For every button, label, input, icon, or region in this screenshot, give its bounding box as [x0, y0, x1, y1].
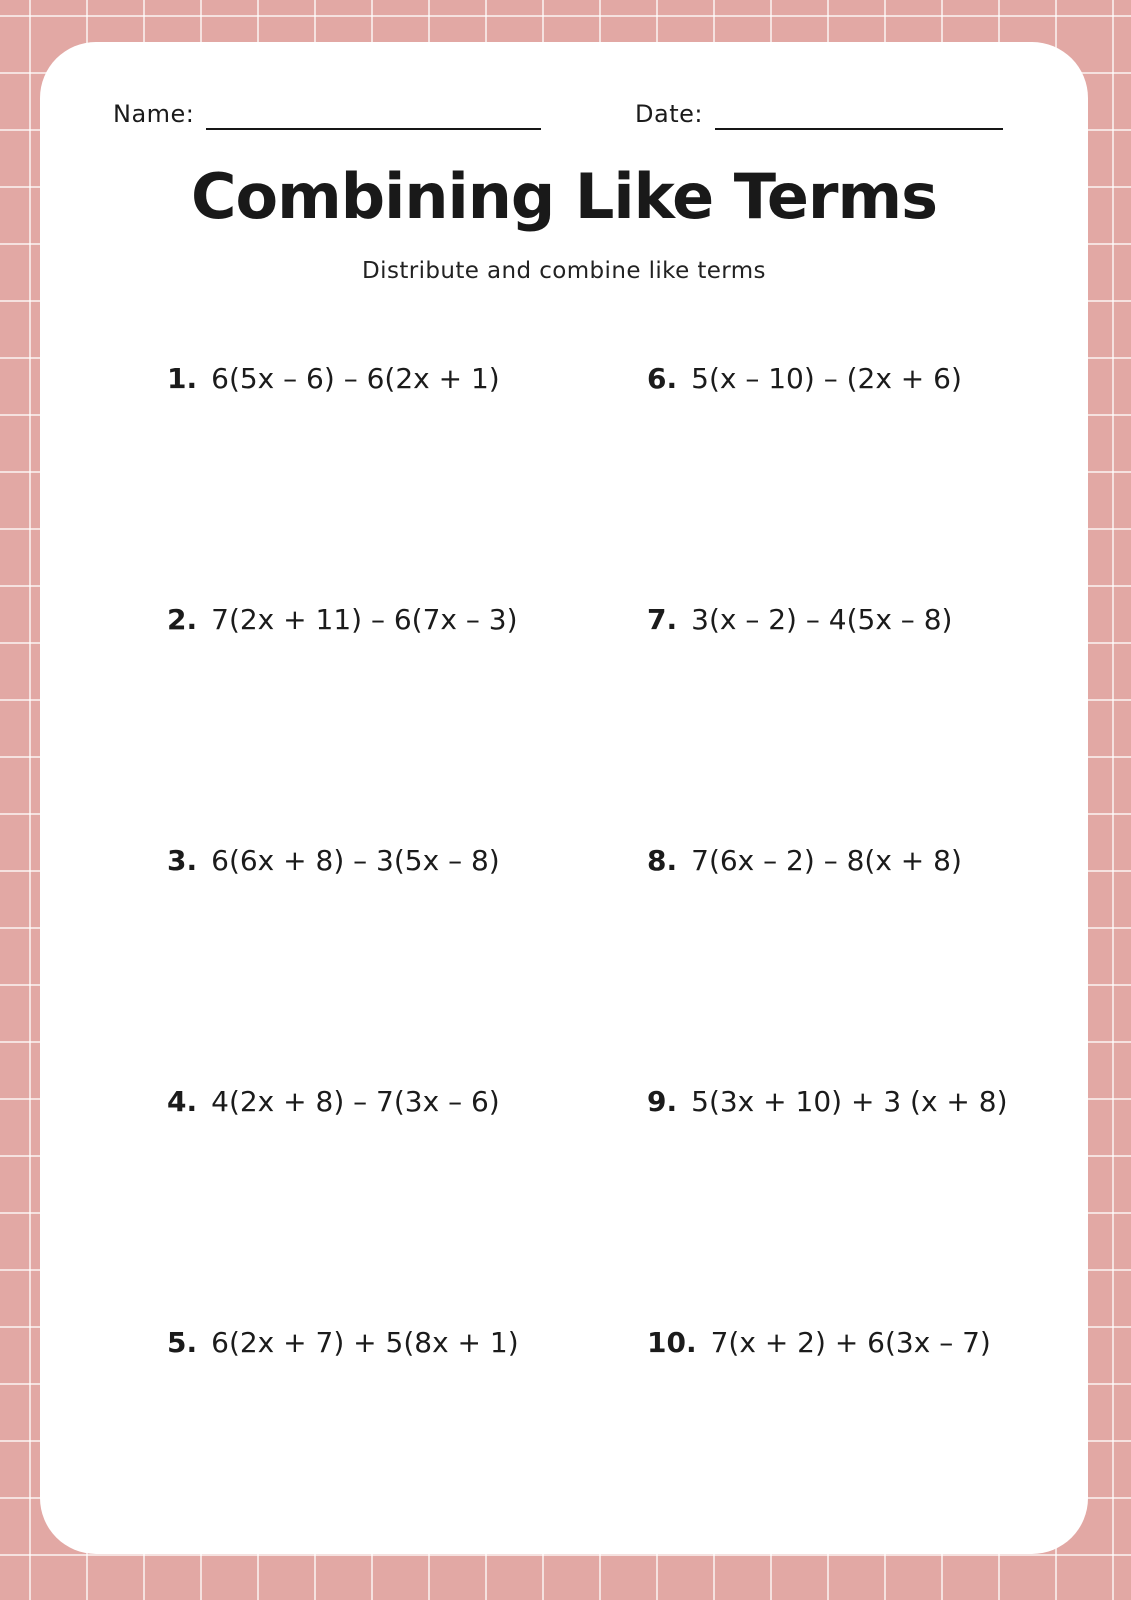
problem-number: 4.: [167, 1085, 198, 1118]
problem-expression: 4(2x + 8) – 7(3x – 6): [211, 1085, 500, 1118]
problem-item-9: [647, 1083, 1008, 1324]
problems-column-right: [647, 360, 1008, 1565]
problem-expression: 6(5x – 6) – 6(2x + 1): [211, 362, 500, 395]
problem-item-8: [647, 842, 1008, 1083]
problem-number: 7.: [647, 603, 678, 636]
problem-item-6: [647, 360, 1008, 601]
problem-expression: 7(6x – 2) – 8(x + 8): [691, 844, 962, 877]
date-field: [635, 94, 1003, 130]
problem-number: 2.: [167, 603, 198, 636]
name-label: Name:: [113, 100, 195, 128]
page-title: Combining Like Terms: [191, 160, 937, 233]
problem-item-5: [167, 1324, 519, 1565]
problem-expression: 7(x + 2) + 6(3x – 7): [710, 1326, 991, 1359]
worksheet-card: [40, 42, 1088, 1554]
problem-number: 9.: [647, 1085, 678, 1118]
date-blank-line[interactable]: [715, 94, 1003, 130]
problem-number: 5.: [167, 1326, 198, 1359]
problem-item-3: [167, 842, 519, 1083]
problem-expression: 5(3x + 10) + 3 (x + 8): [691, 1085, 1008, 1118]
problem-number: 10.: [647, 1326, 697, 1359]
problems-column-left: [167, 360, 519, 1565]
name-field: [113, 94, 541, 130]
problem-item-1: [167, 360, 519, 601]
subtitle: Distribute and combine like terms: [362, 258, 766, 284]
problem-expression: 6(2x + 7) + 5(8x + 1): [211, 1326, 519, 1359]
problem-item-2: [167, 601, 519, 842]
problem-number: 6.: [647, 362, 678, 395]
problem-expression: 3(x – 2) – 4(5x – 8): [691, 603, 953, 636]
problem-expression: 6(6x + 8) – 3(5x – 8): [211, 844, 500, 877]
problem-expression: 5(x – 10) – (2x + 6): [691, 362, 962, 395]
problem-number: 3.: [167, 844, 198, 877]
problem-expression: 7(2x + 11) – 6(7x – 3): [211, 603, 518, 636]
problem-number: 8.: [647, 844, 678, 877]
name-blank-line[interactable]: [206, 94, 541, 130]
date-label: Date:: [635, 100, 703, 128]
problem-item-4: [167, 1083, 519, 1324]
problem-number: 1.: [167, 362, 198, 395]
problem-item-10: [647, 1324, 1008, 1565]
problem-item-7: [647, 601, 1008, 842]
